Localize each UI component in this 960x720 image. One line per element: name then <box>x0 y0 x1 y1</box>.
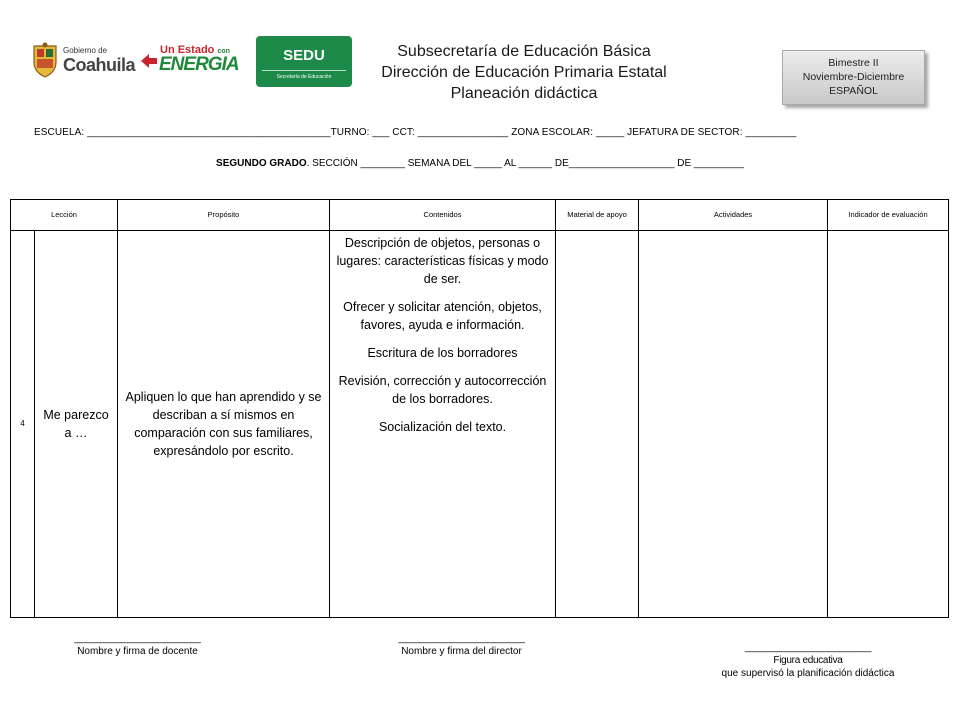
header-contenidos: Contenidos <box>330 200 556 231</box>
document-header <box>360 41 688 104</box>
sedu-divider <box>262 70 346 71</box>
signature-figura-label-1: Figura educativa <box>773 655 843 666</box>
contenido-item: Revisión, corrección y autocorrección de los borradores. <box>338 374 547 406</box>
sedu-title: SEDU <box>283 47 325 64</box>
cell-proposito[interactable]: Apliquen lo que han aprendido y se describan a sí mismos en comparación con sus familiares, expresándolo por escrito. <box>118 231 330 618</box>
header-indicador: Indicador de evaluación <box>828 200 949 231</box>
coahuila-big-text: Coahuila <box>63 55 136 75</box>
signature-docente-label: Nombre y firma de docente <box>77 646 198 657</box>
energia-big-text: ENERGIA <box>159 54 239 75</box>
header-actividades: Actividades <box>639 200 828 231</box>
cell-actividades[interactable] <box>639 231 828 618</box>
bimestre-line-3: ESPAÑOL <box>829 85 878 97</box>
grade-details: . SECCIÓN ________ SEMANA DEL _____ AL ______ DE___________________ DE _________ <box>306 158 744 169</box>
energia-un-estado: Un Estado <box>160 44 215 56</box>
energia-logo <box>140 42 239 80</box>
cell-number[interactable]: 4 <box>11 231 35 618</box>
signature-figura <box>690 641 926 680</box>
signature-line: ________________________ <box>74 633 201 644</box>
sedu-logo <box>256 36 352 87</box>
contenido-item: Escritura de los borradores <box>367 346 518 360</box>
cell-leccion[interactable]: Me parezco a … <box>35 231 118 618</box>
cell-material[interactable] <box>556 231 639 618</box>
signature-docente <box>60 632 215 658</box>
coahuila-small-text: Gobierno de <box>63 46 108 55</box>
planning-table <box>10 199 949 618</box>
cell-indicador[interactable] <box>828 231 949 618</box>
table-row <box>11 231 949 618</box>
bimestre-box <box>782 50 925 105</box>
school-info-line: ESCUELA: ___________________________________________TURNO: ___ CCT: ________________ ZONA ESCOLAR: _____ JEFATURA DE SECTOR: _________ <box>34 127 797 138</box>
cell-contenidos[interactable] <box>330 231 556 618</box>
header-material: Material de apoyo <box>556 200 639 231</box>
sedu-subtitle: Secretaría de Educación <box>276 74 332 80</box>
contenido-item: Descripción de objetos, personas o lugares: características físicas y modo de ser. <box>336 236 549 286</box>
table-header-row <box>11 200 949 231</box>
signature-line: ________________________ <box>398 633 525 644</box>
signature-line: ________________________ <box>744 642 872 653</box>
grade-label: SEGUNDO GRADO <box>216 158 307 169</box>
contenido-item: Socialización del texto. <box>378 420 507 434</box>
energia-con: con <box>217 48 230 55</box>
energia-arrow-icon <box>140 52 158 70</box>
bimestre-line-1: Bimestre II <box>828 57 879 69</box>
coahuila-shield-icon <box>30 42 60 78</box>
header-line-1: Subsecretaría de Educación Básica <box>397 43 651 60</box>
signature-director-label: Nombre y firma del director <box>401 646 522 657</box>
bimestre-line-2: Noviembre-Diciembre <box>802 71 905 83</box>
grade-info-line <box>0 158 960 169</box>
signature-figura-label-2: que supervisó la planificación didáctica <box>721 668 895 679</box>
coahuila-logo <box>30 42 136 80</box>
signature-director <box>384 632 539 658</box>
header-line-3: Planeación didáctica <box>450 85 598 102</box>
header-line-2: Dirección de Educación Primaria Estatal <box>381 64 667 81</box>
contenido-item: Ofrecer y solicitar atención, objetos, favores, ayuda e información. <box>343 300 542 332</box>
header-proposito: Propósito <box>118 200 330 231</box>
header-leccion: Lección <box>11 200 118 231</box>
